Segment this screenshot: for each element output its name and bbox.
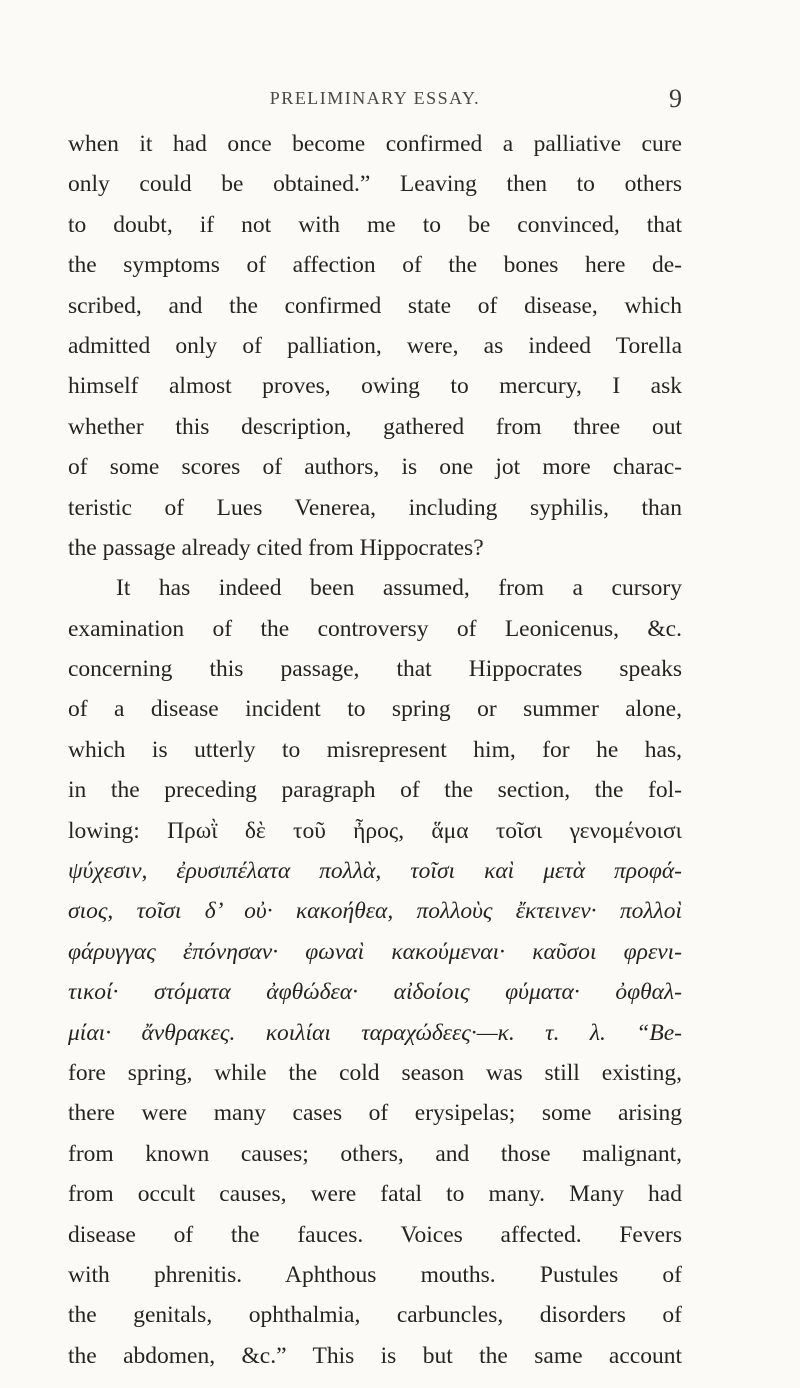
text-line: whether this description, gathered from three out [68,413,682,440]
text-line: the genitals, ophthalmia, carbuncles, disorders of [68,1302,682,1329]
greek-quote-line: τικοί· στόματα ἀφθώδεα· αἰδοίοις φύματα· ὀφθαλ- [68,979,682,1006]
text-line: of a disease incident to spring or summer alone, [68,696,682,723]
text-line: admitted only of palliation, were, as indeed Torella [68,332,682,359]
text-line: when it had once become confirmed a palliative cure [68,131,682,157]
text-line: fore spring, while the cold season was still existing, [68,1059,682,1086]
greek-quote-line: μίαι· ἄνθρακες. κοιλίαι ταραχώδεες·—κ. τ. λ. “Be- [68,1019,682,1046]
text-line: of some scores of authors, is one jot more charac- [68,454,682,481]
text-line: concerning this passage, that Hippocrates speaks [68,656,682,683]
text-line: the symptoms of affection of the bones here de- [68,252,682,279]
paragraph-start-line: It has indeed been assumed, from a cursory [116,575,682,602]
text-line: there were many cases of erysipelas; some arising [68,1100,682,1127]
text-line: himself almost proves, owing to mercury, I ask [68,373,682,400]
text-line: in the preceding paragraph of the section, the fol- [68,777,682,804]
text-line: the abdomen, &c.” This is but the same account [68,1342,682,1369]
greek-quote-line: φάρυγγας ἐπόνησαν· φωναὶ κακούμεναι· καῦσοι φρενι- [68,938,682,965]
text-line: disease of the fauces. Voices affected. Fevers [68,1221,682,1248]
page-header [68,84,682,116]
text-line: only could be obtained.” Leaving then to others [68,171,682,198]
text-line: which is utterly to misrepresent him, for he has, [68,736,682,763]
page-number: 9 [669,84,682,113]
text-line: from occult causes, were fatal to many. Many had [68,1181,682,1208]
text-line: lowing: Πρωῒ δὲ τοῦ ἦρος, ἅμα τοῖσι γενομένοισι [68,817,682,844]
text-line: to doubt, if not with me to be convinced, that [68,211,682,238]
greek-quote-line: σιος, τοῖσι δ’ οὐ· κακοήθεα, πολλοὺς ἔκτεινεν· πολλοὶ [68,898,682,925]
body-text [68,124,682,1376]
text-line: teristic of Lues Venerea, including syphilis, than [68,494,682,521]
text-line: examination of the controversy of Leonicenus, &c. [68,615,682,642]
greek-quote-line: ψύχεσιν, ἐρυσιπέλατα πολλὰ, τοῖσι καὶ μετὰ προφά- [68,858,682,885]
text-line: scribed, and the confirmed state of disease, which [68,292,682,319]
text-line: with phrenitis. Aphthous mouths. Pustules of [68,1261,682,1288]
paragraph-end-line: the passage already cited from Hippocrates? [68,534,484,561]
text-line: from known causes; others, and those malignant, [68,1140,682,1167]
running-title: PRELIMINARY ESSAY. [269,88,481,108]
